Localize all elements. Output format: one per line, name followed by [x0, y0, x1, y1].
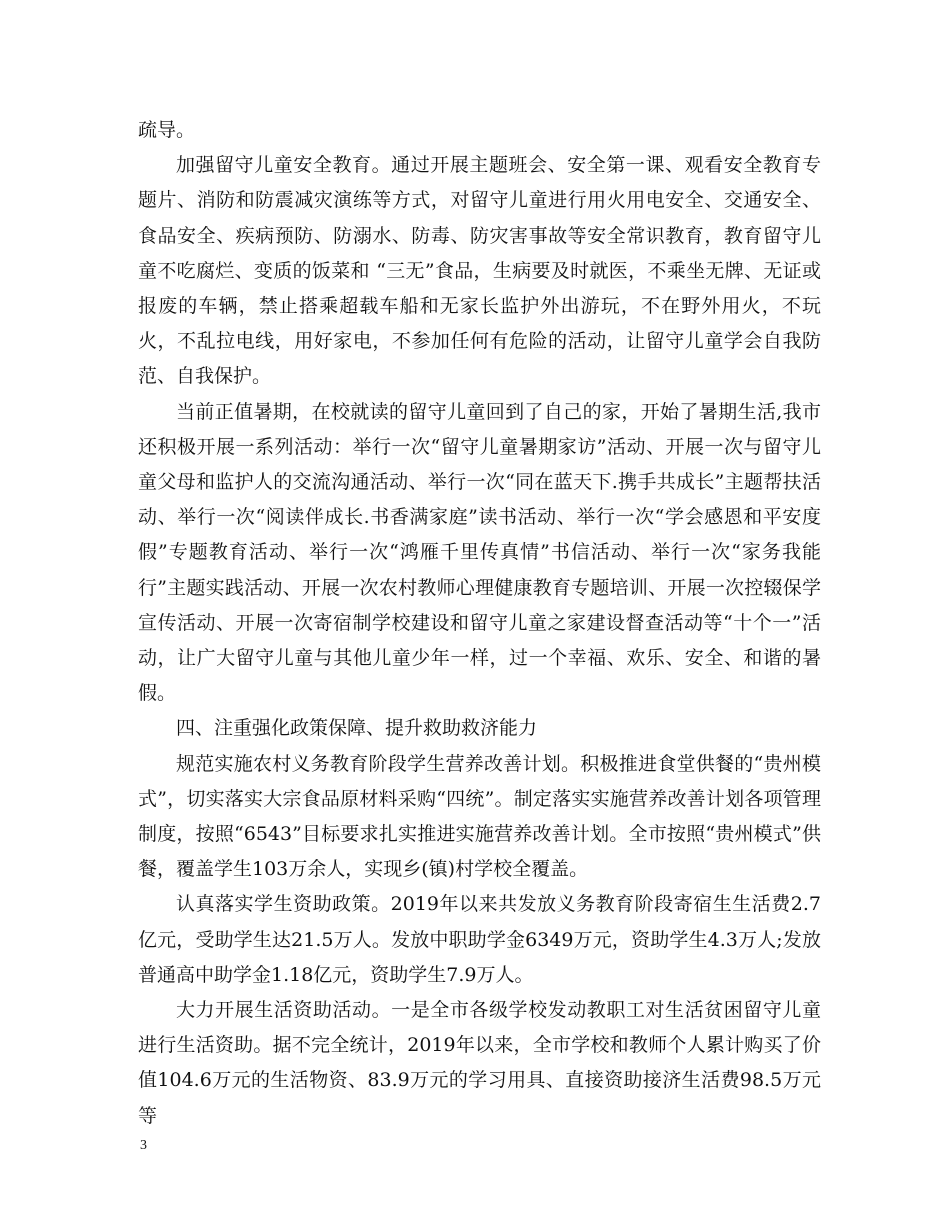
paragraph-summer-activities: 当前正值暑期，在校就读的留守儿童回到了自己的家，开始了暑期生活,我市还积极开展一系列活动：举行一次“留守儿童暑期家访”活动、开展一次与留守儿童父母和监护人的交流沟通活动、举行一次“同在蓝天下.携手共成长”主题帮扶活动、举行一次“阅读伴成长.书香满家庭”读书活动、举行一次“学会感恩和平安度假”专题教育活动、举行一次“鸿雁千里传真情”书信活动、举行一次“家务我能行”主题实践活动、开展一次农村教师心理健康教育专题培训、开展一次控辍保学宣传活动、开展一次寄宿制学校建设和留守儿童之家建设督查活动等“十个一”活动，让广大留守儿童与其他儿童少年一样，过一个幸福、欢乐、安全、和谐的暑假。 [138, 400, 821, 705]
paragraph-student-aid: 认真落实学生资助政策。2019年以来共发放义务教育阶段寄宿生生活费2.7亿元，受助学生达21.5万人。发放中职助学金6349万元，资助学生4.3万人;发放普通高中助学金1.18亿元，资助学生7.9万人。 [138, 893, 821, 986]
document-body [138, 113, 821, 1134]
paragraph-continuation: 疏导。 [138, 119, 196, 141]
paragraph-nutrition-plan: 规范实施农村义务教育阶段学生营养改善计划。积极推进食堂供餐的“贵州模式”，切实落实大宗食品原材料采购“四统”。制定落实实施营养改善计划各项管理制度，按照“6543”目标要求扎实推进实施营养改善计划。全市按照“贵州模式”供餐，覆盖学生103万余人，实现乡(镇)村学校全覆盖。 [138, 752, 821, 881]
paragraph-living-aid: 大力开展生活资助活动。一是全市各级学校发动教职工对生活贫困留守儿童进行生活资助。据不完全统计，2019年以来，全市学校和教师个人累计购买了价值104.6万元的生活物资、83.9万元的学习用具、直接资助接济生活费98.5万元等 [138, 999, 821, 1127]
page-number: 3 [140, 1138, 147, 1153]
paragraph-safety-education: 加强留守儿童安全教育。通过开展主题班会、安全第一课、观看安全教育专题片、消防和防震减灾演练等方式，对留守儿童进行用火用电安全、交通安全、食品安全、疾病预防、防溺水、防毒、防灾害事故等安全常识教育，教育留守儿童不吃腐烂、变质的饭菜和 “三无”食品，生病要及时就医，不乘坐无牌、无证或报废的车辆，禁止搭乘超载车船和无家长监护外出游玩，不在野外用火，不玩火，不乱拉电线，用好家电，不参加任何有危险的活动，让留守儿童学会自我防范、自我保护。 [138, 154, 821, 388]
section-heading: 四、注重强化政策保障、提升救助救济能力 [176, 717, 538, 740]
